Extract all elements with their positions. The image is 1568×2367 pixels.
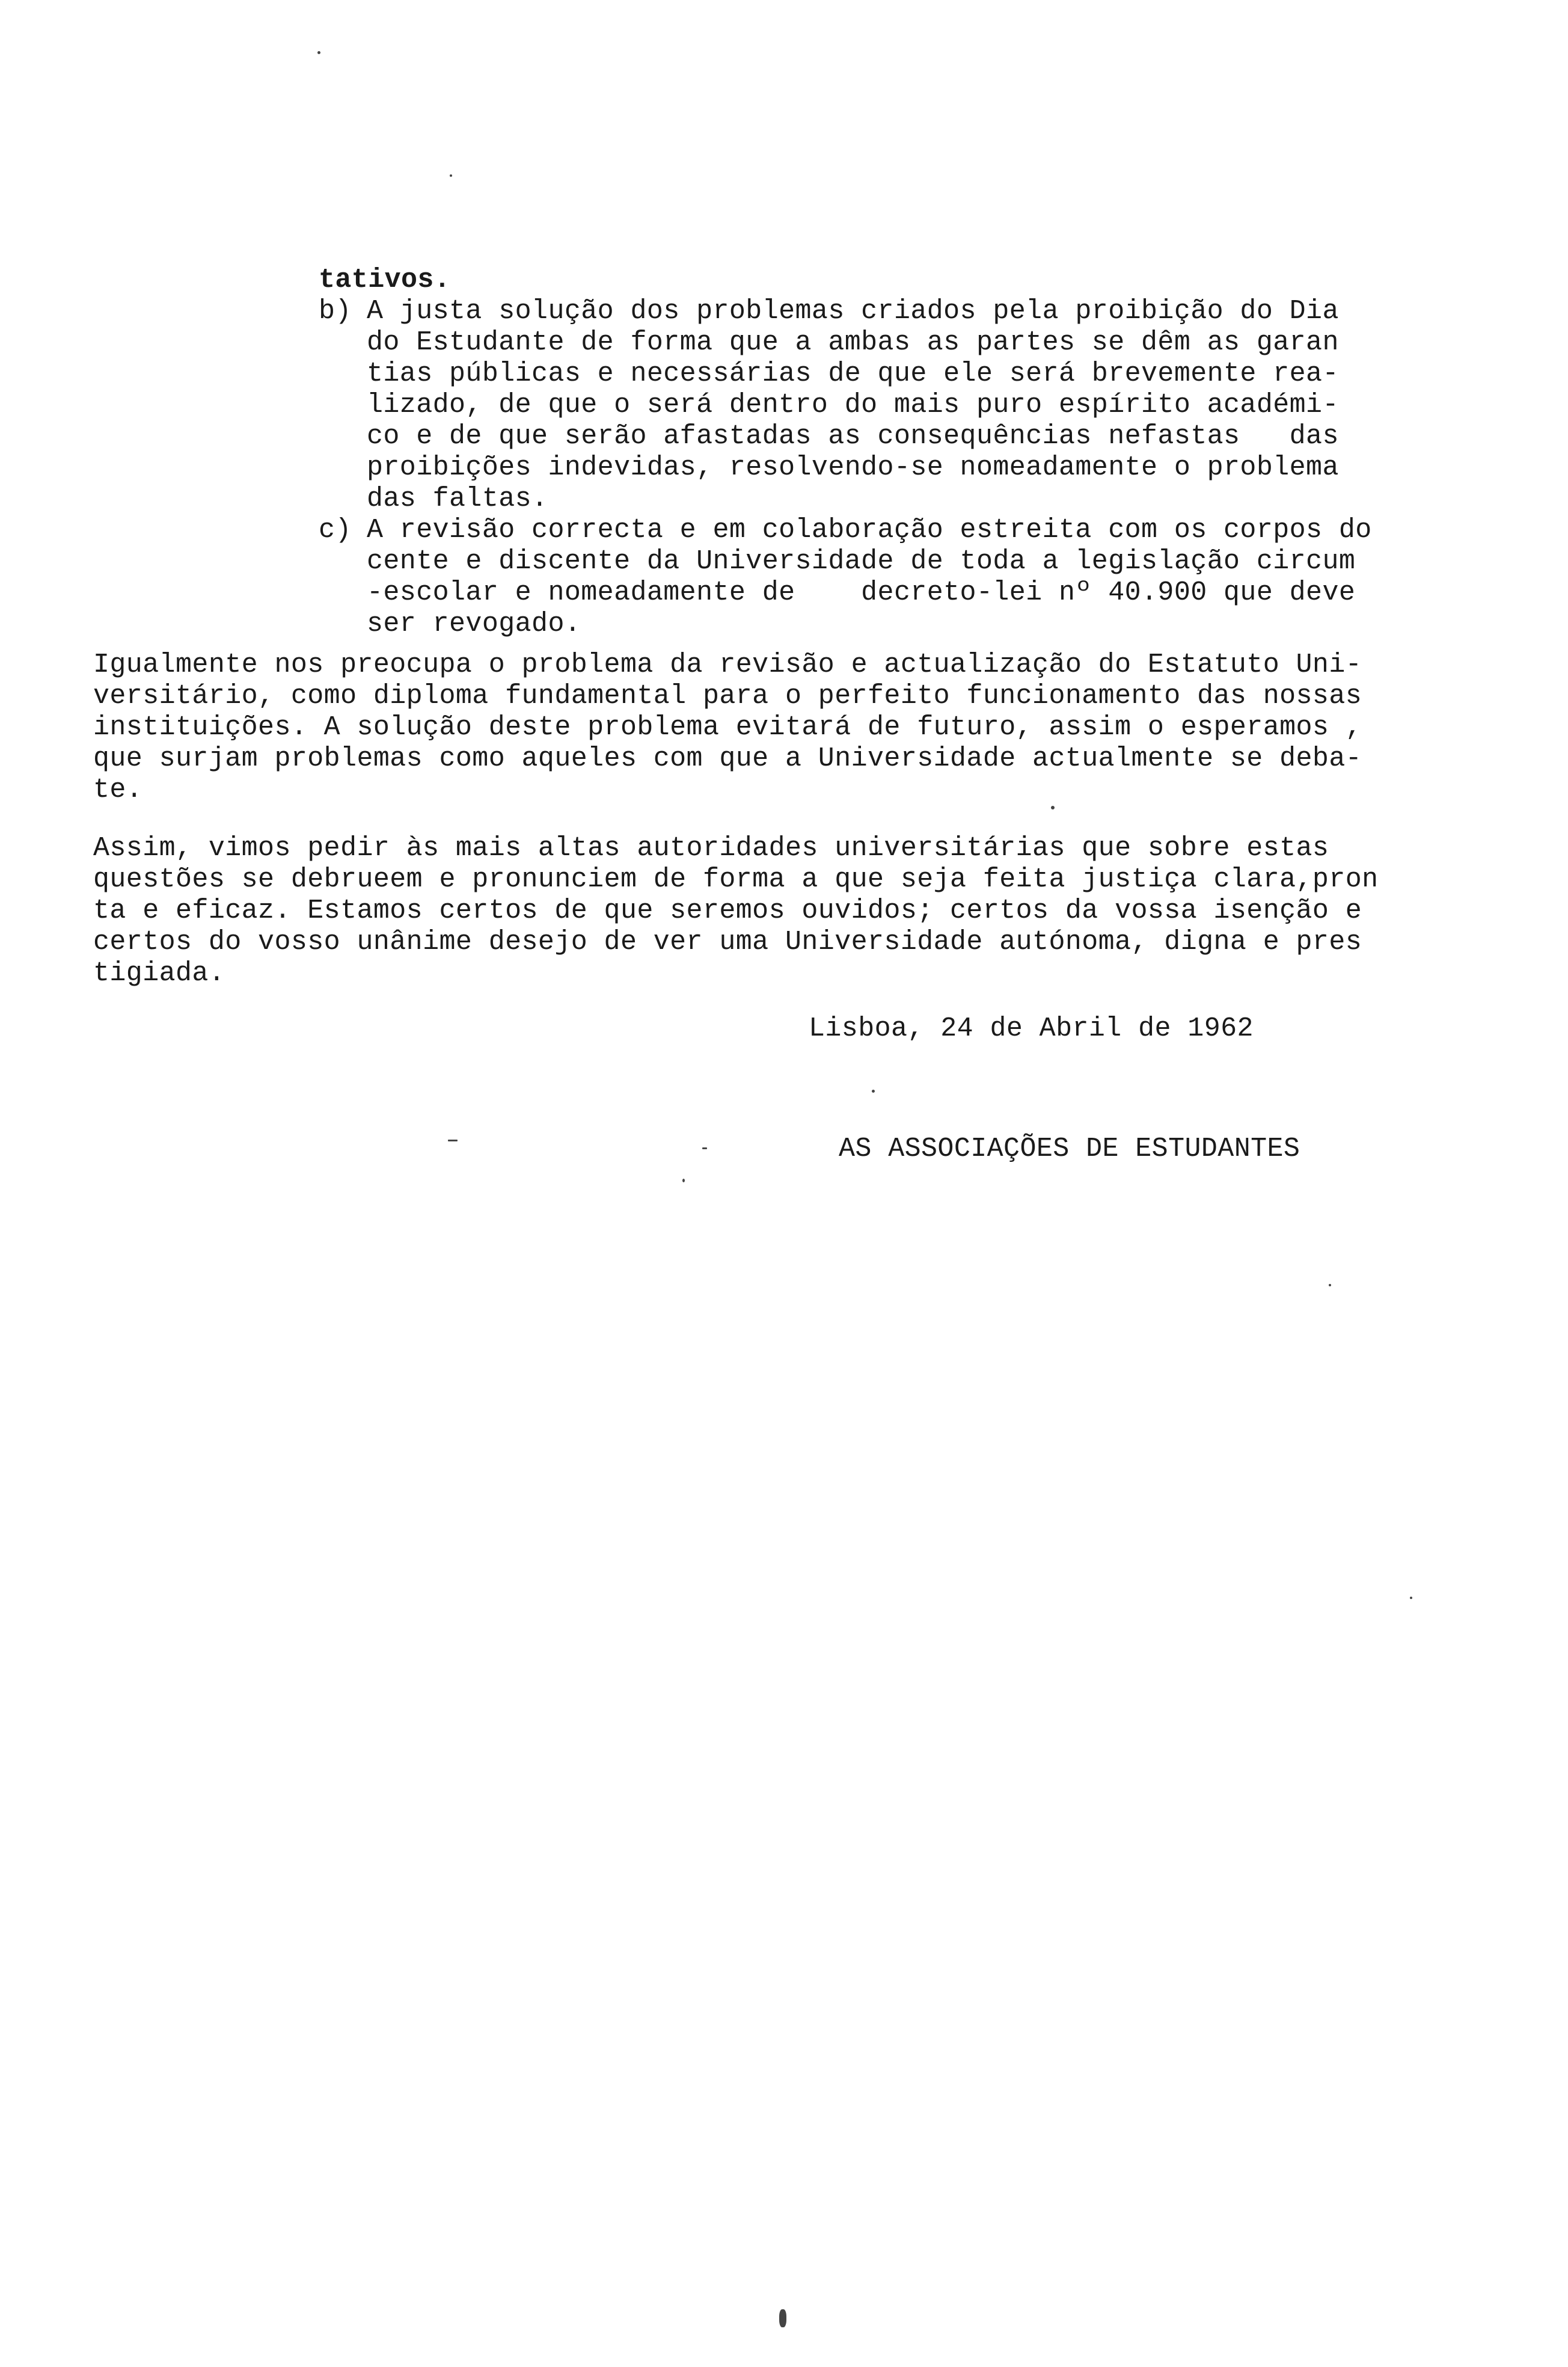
- item-b-marker: b): [319, 296, 352, 327]
- item-c-line: ser revogado.: [367, 609, 581, 639]
- item-b-line: das faltas.: [367, 484, 548, 514]
- paragraph-line: versitário, como diploma fundamental para o perfeito funcionamento das nossas: [93, 681, 1362, 711]
- item-b-line: tias públicas e necessárias de que ele será brevemente rea-: [367, 358, 1339, 389]
- item-c-line: -escolar e nomeadamente de decreto-lei nº 40.900 que deve: [367, 577, 1356, 608]
- paragraph-line: tigiada.: [93, 958, 225, 989]
- paragraph-line: ta e eficaz. Estamos certos de que seremos ouvidos; certos da vossa isenção e: [93, 895, 1362, 926]
- item-b-line: co e de que serão afastadas as consequências nefastas das: [367, 421, 1339, 452]
- item-a-tail: tativos.: [319, 265, 451, 295]
- paragraph-line: certos do vosso unânime desejo de ver uma Universidade autónoma, digna e pres: [93, 927, 1362, 957]
- signature: AS ASSOCIAÇÕES DE ESTUDANTES: [839, 1134, 1300, 1164]
- item-b-line: proibições indevidas, resolvendo-se nomeadamente o problema: [367, 452, 1339, 483]
- date-line: Lisboa, 24 de Abril de 1962: [809, 1013, 1254, 1044]
- paragraph-line: que surjam problemas como aqueles com que a Universidade actualmente se deba-: [93, 743, 1362, 774]
- scan-speck: [1410, 1597, 1412, 1599]
- scan-speck: [682, 1179, 685, 1182]
- scan-speck: [450, 174, 452, 177]
- scan-speck: [1051, 806, 1055, 809]
- paragraph-line: questões se debrueem e pronunciem de forma a que seja feita justiça clara,pron: [93, 864, 1379, 895]
- item-b-line: do Estudante de forma que a ambas as partes se dêm as garan: [367, 327, 1339, 358]
- item-c-marker: c): [319, 515, 352, 545]
- item-c-line: cente e discente da Universidade de toda a legislação circum: [367, 546, 1356, 577]
- item-c-line: A revisão correcta e em colaboração estreita com os corpos do: [367, 515, 1372, 545]
- item-b-line: lizado, de que o será dentro do mais puro espírito académi-: [367, 390, 1339, 420]
- paragraph-line: instituições. A solução deste problema evitará de futuro, assim o esperamos ,: [93, 712, 1362, 743]
- paragraph-line: Igualmente nos preocupa o problema da revisão e actualização do Estatuto Uni-: [93, 649, 1362, 680]
- scan-speck: [872, 1090, 875, 1093]
- paragraph-line: Assim, vimos pedir às mais altas autoridades universitárias que sobre estas: [93, 833, 1329, 864]
- scan-speck: [702, 1147, 707, 1149]
- item-b-line: A justa solução dos problemas criados pela proibição do Dia: [367, 296, 1339, 327]
- scan-speck: [448, 1140, 458, 1141]
- scan-speck: [317, 51, 320, 54]
- scan-speck: [1329, 1284, 1331, 1286]
- scan-speck: [779, 2309, 786, 2327]
- paragraph-line: te.: [93, 775, 143, 805]
